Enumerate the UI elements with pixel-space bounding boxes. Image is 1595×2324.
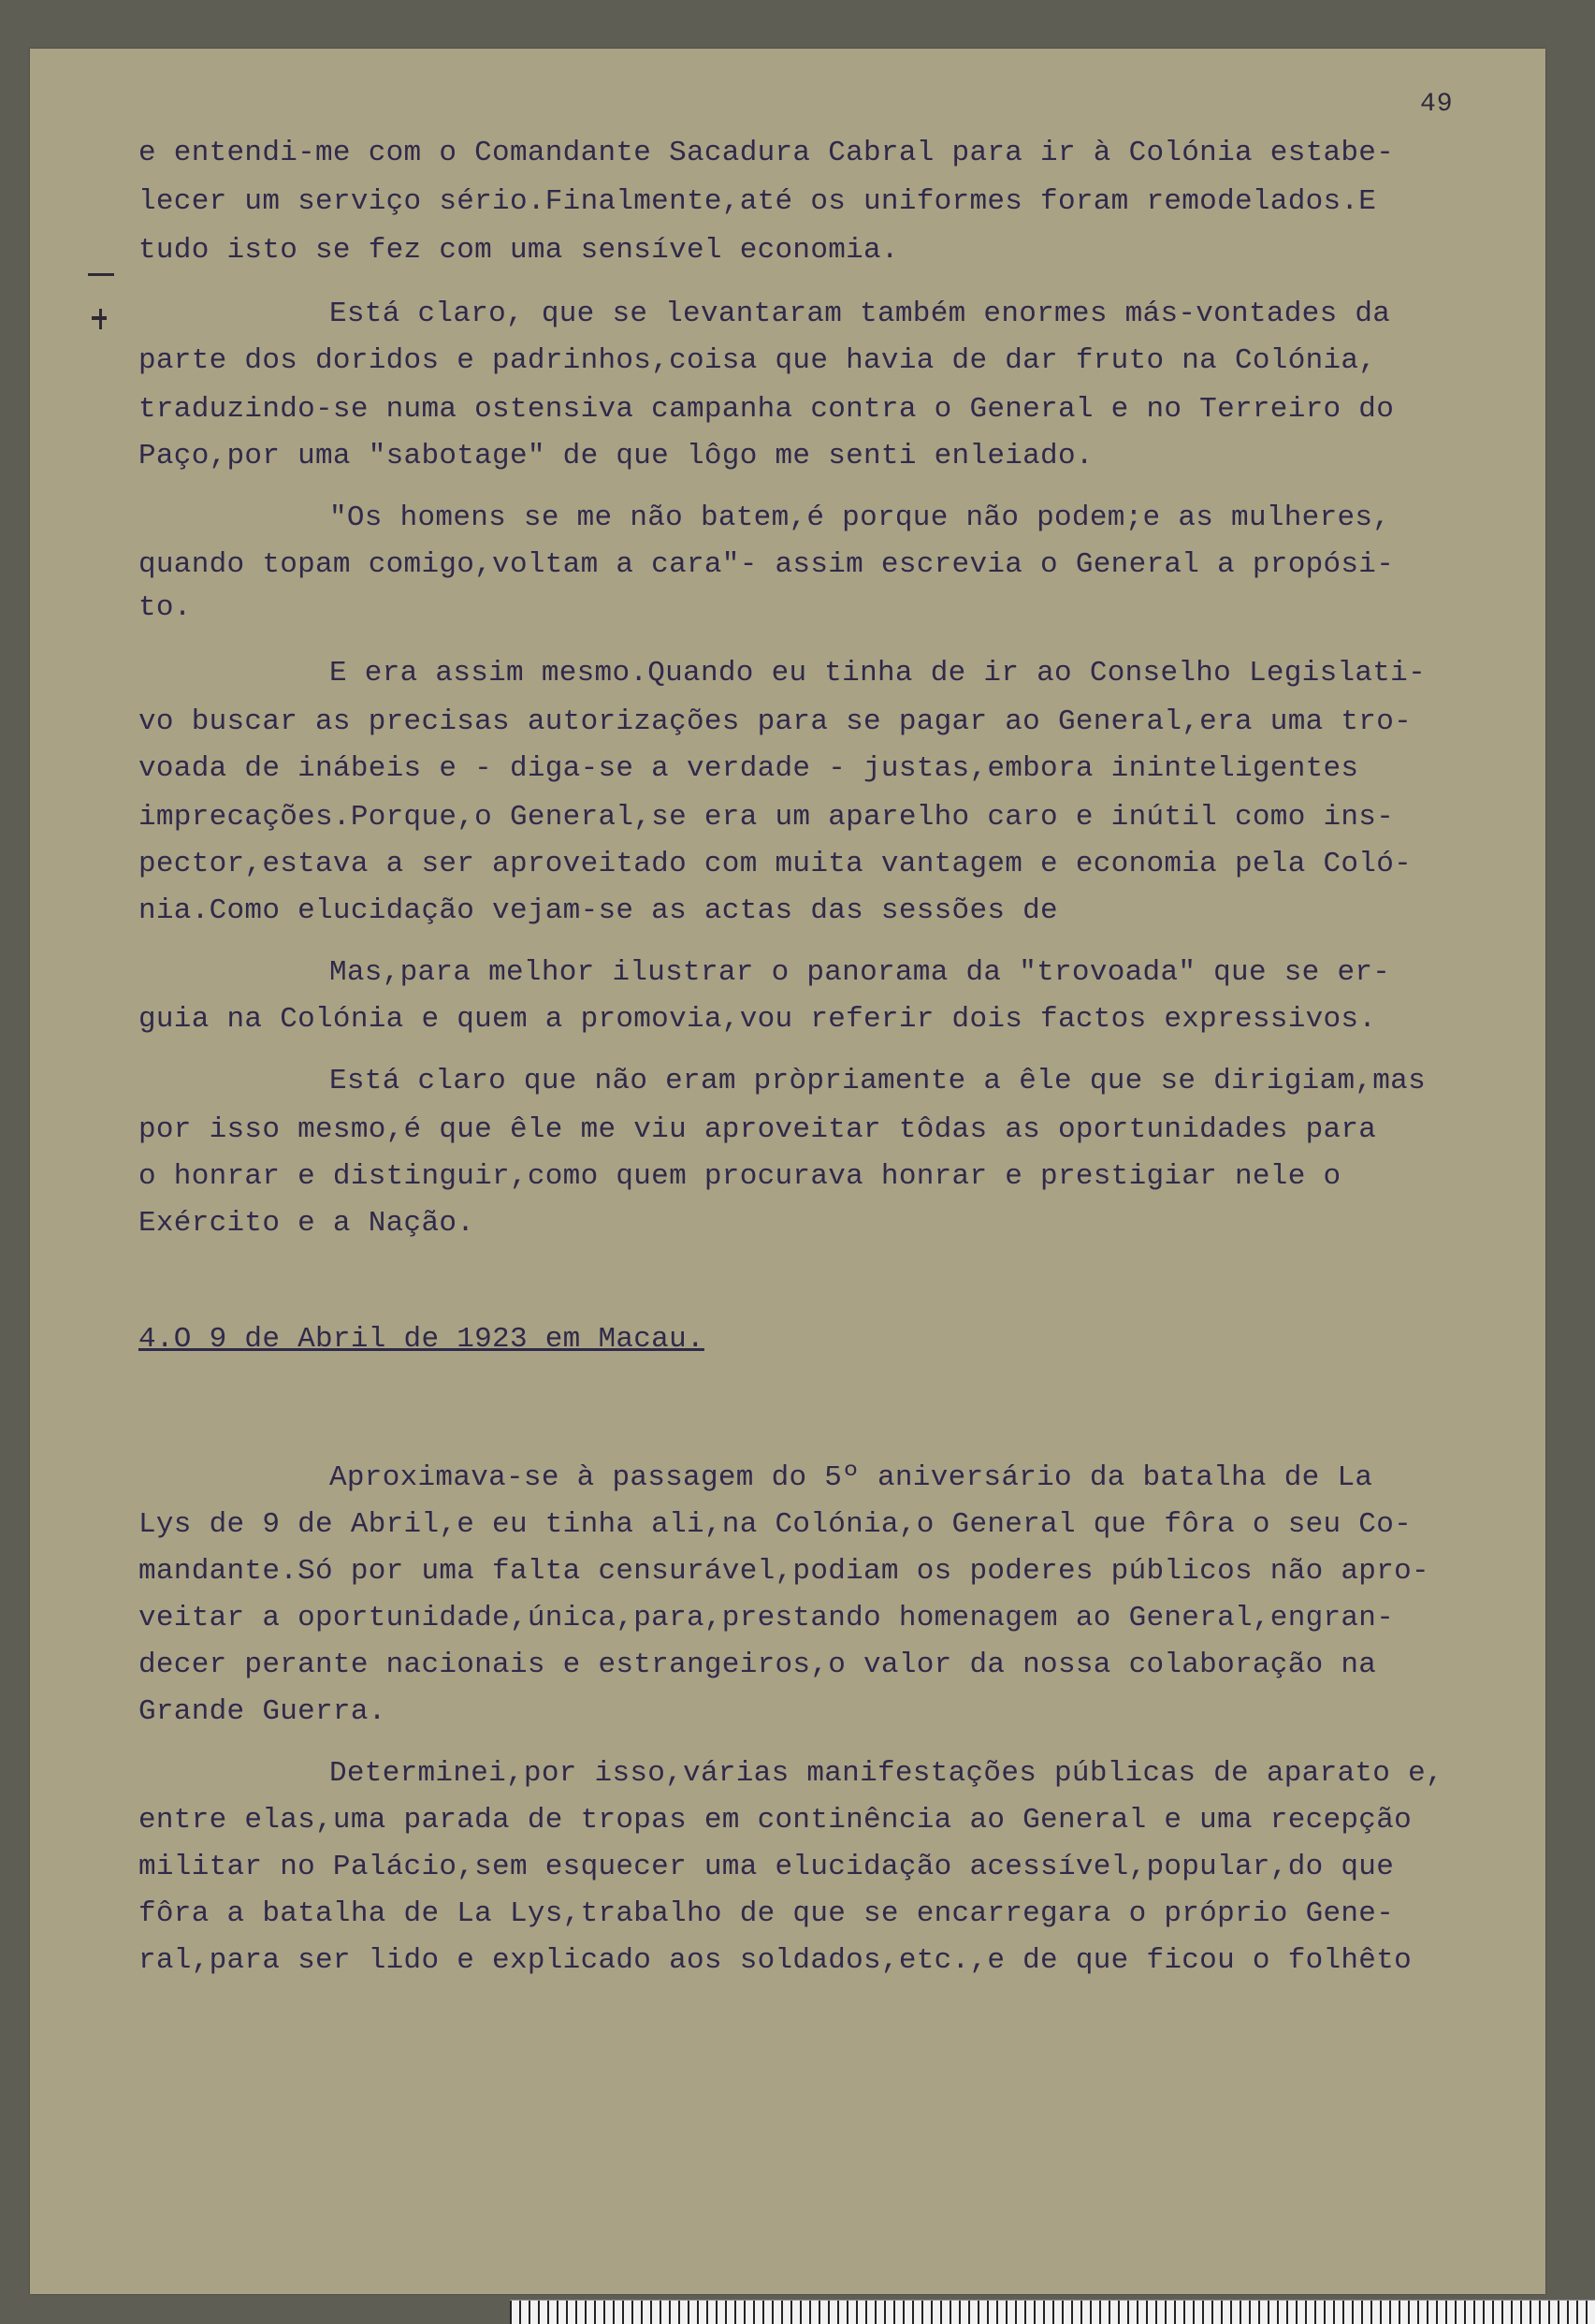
section-heading: 4.O 9 de Abril de 1923 em Macau. <box>138 1323 704 1356</box>
text-line: Mas,para melhor ilustrar o panorama da "trovoada" que se er- <box>329 956 1391 989</box>
text-line: parte dos doridos e padrinhos,coisa que havia de dar fruto na Colónia, <box>138 344 1377 377</box>
text-line: to. <box>138 591 192 624</box>
text-line: ral,para ser lido e explicado aos soldados,etc.,e de que ficou o folhêto <box>138 1944 1413 1977</box>
text-line: decer perante nacionais e estrangeiros,o valor da nossa colaboração na <box>138 1649 1377 1681</box>
text-line: nia.Como elucidação vejam-se as actas das sessões de <box>138 894 1058 927</box>
text-line: e entendi-me com o Comandante Sacadura Cabral para ir à Colónia estabe- <box>138 137 1395 169</box>
margin-mark <box>88 273 114 276</box>
text-line: veitar a oportunidade,única,para,prestando homenagem ao General,engran- <box>138 1602 1395 1634</box>
text-line: Lys de 9 de Abril,e eu tinha ali,na Colónia,o General que fôra o seu Co- <box>138 1508 1413 1541</box>
text-line: "Os homens se me não batem,é porque não podem;e as mulheres, <box>329 501 1391 534</box>
text-line: imprecações.Porque,o General,se era um aparelho caro e inútil como ins- <box>138 801 1395 834</box>
text-line: traduzindo-se numa ostensiva campanha contra o General e no Terreiro do <box>138 393 1395 426</box>
text-line: Está claro, que se levantaram também enormes más-vontades da <box>329 298 1391 330</box>
text-line: mandante.Só por uma falta censurável,podiam os poderes públicos não apro- <box>138 1555 1429 1588</box>
text-line: Está claro que não eram pròpriamente a êle que se dirigiam,mas <box>329 1065 1426 1097</box>
text-line: lecer um serviço sério.Finalmente,até os uniformes foram remodelados.E <box>138 185 1377 218</box>
text-line: Determinei,por isso,várias manifestações públicas de aparato e, <box>329 1757 1443 1790</box>
text-line: E era assim mesmo.Quando eu tinha de ir ao Conselho Legislati- <box>329 657 1426 690</box>
margin-mark <box>99 309 102 329</box>
text-line: Exército e a Nação. <box>138 1207 475 1240</box>
text-line: guia na Colónia e quem a promovia,vou referir dois factos expressivos. <box>138 1003 1377 1036</box>
page-number: 49 <box>1420 90 1454 119</box>
text-line: fôra a batalha de La Lys,trabalho de que se encarregara o próprio Gene- <box>138 1897 1395 1930</box>
text-line: pector,estava a ser aproveitado com muita vantagem e economia pela Coló- <box>138 848 1413 880</box>
text-line: Paço,por uma "sabotage" de que lôgo me senti enleiado. <box>138 440 1094 472</box>
text-line: vo buscar as precisas autorizações para se pagar ao General,era uma tro- <box>138 705 1413 738</box>
scale-ruler <box>510 2300 1595 2324</box>
text-line: o honrar e distinguir,como quem procurava honrar e prestigiar nele o <box>138 1160 1341 1193</box>
text-line: tudo isto se fez com uma sensível economia. <box>138 234 899 267</box>
text-line: entre elas,uma parada de tropas em continência ao General e uma recepção <box>138 1804 1413 1837</box>
text-line: militar no Palácio,sem esquecer uma elucidação acessível,popular,do que <box>138 1851 1395 1883</box>
text-line: quando topam comigo,voltam a cara"- assim escrevia o General a propósi- <box>138 548 1395 581</box>
text-line: Grande Guerra. <box>138 1695 386 1728</box>
text-line: voada de inábeis e - diga-se a verdade - justas,embora ininteligentes <box>138 752 1359 785</box>
text-line: Aproximava-se à passagem do 5º aniversário da batalha de La <box>329 1461 1373 1494</box>
text-line: por isso mesmo,é que êle me viu aproveitar tôdas as oportunidades para <box>138 1113 1377 1146</box>
